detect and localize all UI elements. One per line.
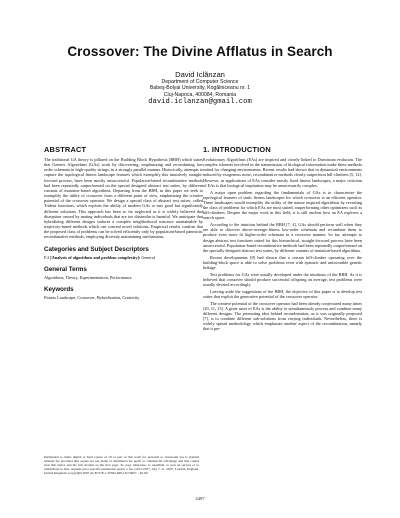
author-block [0, 70, 400, 107]
abstract-heading: ABSTRACT [44, 145, 87, 154]
intro-paragraph: According to the intuition behind the BBH [7, 4], GAs should perform well when they are able to discover above-average-fitness low-order schemata and recombine them to produce even more fit higher-order schemata in a recursive manner. So far, attempts to design abstract test functions suited for this hierarchical, straight-forward process have been unsuccessful. Population-based recombinative methods had been repeatedly outperformed on the specially designed abstract test suites, by different variants of mutation-based algorithms. [203, 222, 362, 253]
left-column [44, 145, 203, 302]
categories-text [44, 255, 203, 260]
general-terms-text: Algorithms, Theory, Experimentation, Performance [44, 274, 132, 280]
author-university: Babeş-Bolyai University, Kogălniceanu nr. 1 [149, 85, 251, 92]
intro-paragraph: The creative potential of the crossover operator had been already conjectured many times [20, 11, 13]. A great asset of EAs is the ability to simultaneously process and combine many different designs. The promoting idea behind recombination, as it was originally proposed [7], is to combine different sub-solutions from varying individuals. Nevertheless, there is widely spread methodology which emphasize another aspect of the recombination, namely that it pre- [203, 300, 362, 332]
keywords-heading: Keywords [44, 285, 74, 293]
keywords-text: Fitness Landscape, Crossover, Hybridization, Creativity [44, 294, 140, 300]
intro-paragraph: Evolutionary Algorithms (EAs) are inspired and closely linked to Darwinian evolution. The complex schemes involved in the transmission of biological information make these methods suited for changing environments. Recent results had shown that in dynamical environments induced by exogenous noise, recombinative methods clearly outperform hill-climbers [5, 12]. However, as applications of EAs consider mostly fixed fitness landscapes, a major criticism of EAs is that biological inspiration may be unnecessarily complex. [203, 157, 362, 188]
author-name: David Iclănzan [175, 70, 225, 79]
categories-bold: [Analysis of algorithms and problem complexity]: [50, 254, 141, 260]
right-column [203, 145, 362, 333]
page-number: 2497 [195, 496, 205, 501]
author-city: Cluj-Napoca, 400084, Romania [163, 91, 237, 98]
intro-paragraph: Leaving aside the suggestions of the BBH, the objective of this paper is to develop test suites that exploit the generative potential of the crossover operator. [203, 288, 362, 299]
introduction-heading: 1. INTRODUCTION [203, 145, 271, 154]
categories-rest: General [141, 254, 155, 260]
abstract-text: The traditional GA theory is pillared on the Building Block Hypothesis (BBH) which states that Genetic Algorithms (GAs) work by discovering, emphasizing and recombining low order schemata in high-quality strings, in a strongly parallel manner. Historically, attempts to capture the topological fitness landscape features which exemplify this intuitively straight-forward process, have been mostly unsuccessful. Population-based recombinative methods had been repeatedly outperformed on the special designed abstract test suites, by different variants of mutation-based algorithms. Departing from the BBH, in this paper we seek to exemplify the utility of crossover from a different point of view, emphasizing the creative potential of the crossover operator. We design a special class of abstract test suites, called Trident functions, which exploits the ability of modern GAs to mix good but significantly different solutions. This approach has been so far neglected as it is widely believed that disruption caused by mating individuals that are too dissimilar is harmful. We anticipate that hybridizing different designs induces a complex neighborhood structure unattainable by trajectory-based methods which can conceal novel solutions. Empirical results confirm that the proposed class of problems can be solved efficiently only by population-based panmictic recombinative methods, employing diversity maintaining mechanisms. [44, 157, 203, 240]
paper-title: Crossover: The Divine Afflatus in Search [67, 44, 333, 59]
intro-paragraph: Test problems for GAs were usually developed under the intuitions of the BBH. As it is believed that crossover should produce successful offspring on average, test problems were usually devised accordingly. [203, 271, 362, 287]
copyright-footnote: Permission to make digital or hard copies of all or part of this work for personal or classroom use is granted without fee provided that copies are not made or distributed for profit or commercial advantage and that copies bear this notice and the full citation on the first page. To copy otherwise, to republish, to post on servers or to redistribute to lists, requires prior specific permission and/or a fee. GECCO'07, July 7–11, 2007, London, England, United Kingdom. Copyright 2007 ACM 978-1-59593-698-1/07/0007 ...$5.00. [44, 455, 199, 476]
intro-paragraph: A major open problem regarding the fundamentals of GAs is to characterize the topological features of static fitness landscapes for which crossover is an efficient operator. These landscapes would exemplify the utility of the nature inspired algorithms by revealing the class of problems for which EAs are most suited, outperforming other optimizers such as hill-climbers. Despite the major work in this field, it is still unclear how an EA explores a search space. [203, 189, 362, 221]
general-terms-heading: General Terms [44, 265, 87, 273]
categories-code: F.2 [44, 254, 50, 260]
author-department: Department of Computer Science [161, 79, 239, 85]
intro-paragraph: Recent developments [8] had shown that a certain hill-climber operating over the building-block space is able to solve problems even with epistatic and unfavorable genetic linkage. [203, 254, 362, 270]
categories-heading: Categories and Subject Descriptors [44, 245, 149, 253]
author-email: david.iclanzan@gmail.com [148, 98, 252, 107]
